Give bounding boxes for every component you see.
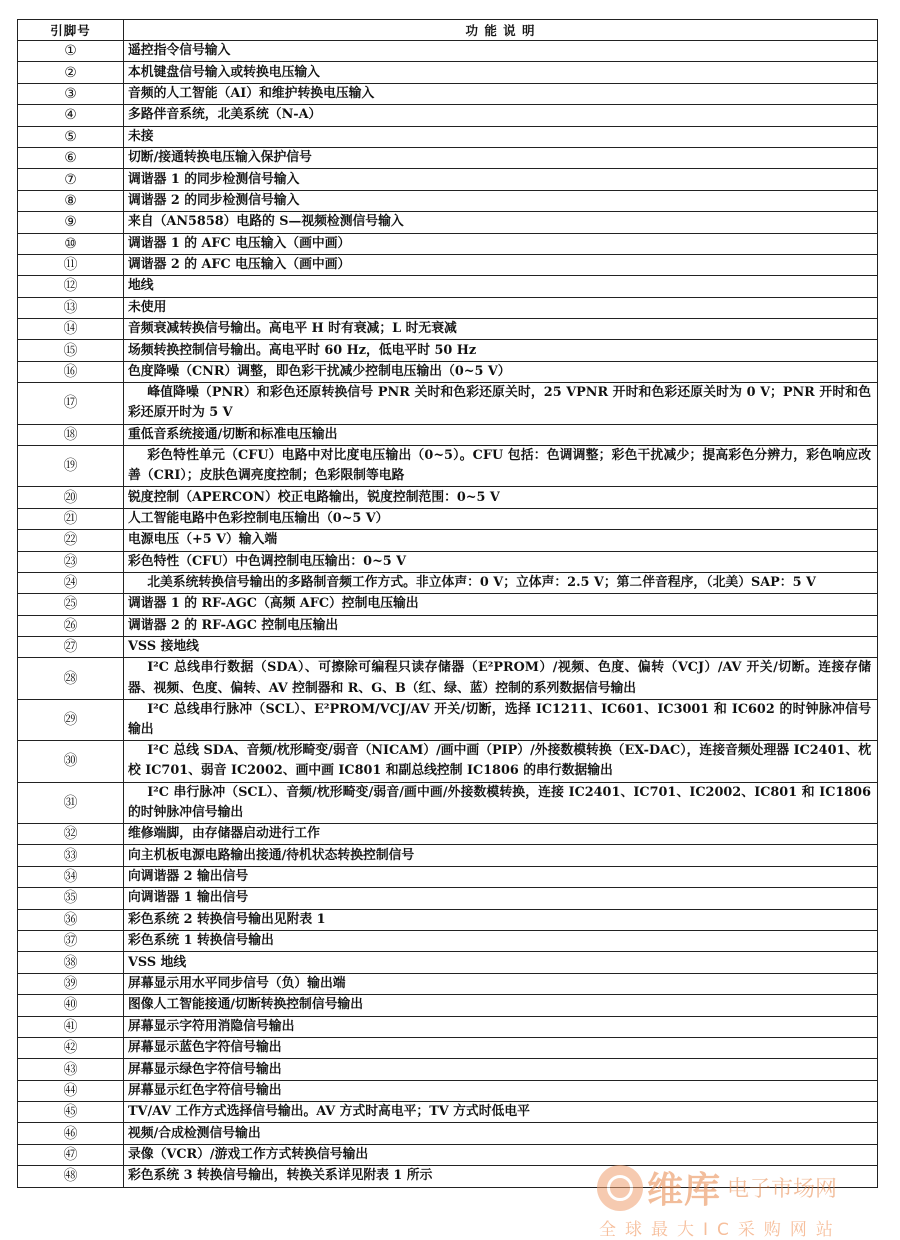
pin-function-description: 录像（VCR）/游戏工作方式转换信号输出 <box>124 1144 878 1165</box>
pin-number: ⑳ <box>18 487 124 508</box>
pin-number: ㉖ <box>18 615 124 636</box>
pin-number: ② <box>18 62 124 83</box>
pin-function-description: 调谐器 1 的 AFC 电压输入（画中画） <box>124 233 878 254</box>
pin-number: ⑬ <box>18 297 124 318</box>
pin-function-description: 遥控指令信号输入 <box>124 41 878 62</box>
pin-function-table <box>17 19 878 1188</box>
watermark-site: 电子市场网 <box>727 1177 838 1202</box>
pin-function-description: 调谐器 1 的 RF-AGC（高频 AFC）控制电压输出 <box>124 594 878 615</box>
table-row <box>18 297 878 318</box>
pin-number: ㉕ <box>18 594 124 615</box>
pin-number: ㉘ <box>18 658 124 699</box>
table-row <box>18 254 878 275</box>
table-row <box>18 508 878 529</box>
header-pin: 引脚号 <box>18 20 124 41</box>
pin-number: ⑲ <box>18 446 124 487</box>
table-row <box>18 1123 878 1144</box>
pin-number: ㉛ <box>18 782 124 823</box>
pin-number: ⑦ <box>18 169 124 190</box>
table-row <box>18 952 878 973</box>
pin-function-description: 重低音系统接通/切断和标准电压输出 <box>124 424 878 445</box>
table-row <box>18 741 878 782</box>
table-row <box>18 782 878 823</box>
pin-function-description: I²C 总线串行数据（SDA）、可擦除可编程只读存储器（E²PROM）/视频、色度、偏转（VCJ）/AV 开关/切断。连接存储器、视频、色度、偏转、AV 控制器和 R、G、B（红、绿、蓝）控制的系列数据信号输出 <box>124 658 878 699</box>
table-row <box>18 276 878 297</box>
table-row <box>18 41 878 62</box>
table-row <box>18 1059 878 1080</box>
pin-number: ㊻ <box>18 1123 124 1144</box>
table-row <box>18 1080 878 1101</box>
table-row <box>18 699 878 740</box>
watermark <box>597 1162 887 1240</box>
table-row <box>18 212 878 233</box>
pin-function-description: 向调谐器 1 输出信号 <box>124 888 878 909</box>
pin-function-description: 调谐器 2 的 RF-AGC 控制电压输出 <box>124 615 878 636</box>
pin-number: ⑫ <box>18 276 124 297</box>
pin-number: ㊷ <box>18 1037 124 1058</box>
table-row <box>18 658 878 699</box>
pin-function-table-container <box>17 19 877 1188</box>
table-row <box>18 361 878 382</box>
pin-number: ⑩ <box>18 233 124 254</box>
pin-number: ⑨ <box>18 212 124 233</box>
pin-function-description: 色度降噪（CNR）调整，即色彩干扰减少控制电压输出（0~5 V） <box>124 361 878 382</box>
pin-function-description: 场频转换控制信号输出。高电平时 60 Hz，低电平时 50 Hz <box>124 340 878 361</box>
table-row <box>18 105 878 126</box>
table-row <box>18 62 878 83</box>
pin-function-description: 向调谐器 2 输出信号 <box>124 866 878 887</box>
pin-function-description: 彩色特性单元（CFU）电路中对比度电压输出（0~5）。CFU 包括：色调调整；彩色干扰减少；提高彩色分辨力，彩色响应改善（CRI）；皮肤色调亮度控制；色彩限制等电路 <box>124 446 878 487</box>
pin-number: ⑮ <box>18 340 124 361</box>
table-row <box>18 1016 878 1037</box>
pin-number: ㉞ <box>18 866 124 887</box>
header-desc: 功 能 说 明 <box>124 20 878 41</box>
pin-function-description: I²C 总线 SDA、音频/枕形畸变/弱音（NICAM）/画中画（PIP）/外接数模转换（EX-DAC），连接音频处理器 IC2401、枕校 IC701、弱音 IC2002、画中画 IC801 和副总线控制 IC1806 的串行数据输出 <box>124 741 878 782</box>
pin-number: ㉗ <box>18 637 124 658</box>
pin-function-description: 本机键盘信号输入或转换电压输入 <box>124 62 878 83</box>
table-row <box>18 1037 878 1058</box>
table-row <box>18 487 878 508</box>
pin-number: ㊲ <box>18 930 124 951</box>
table-row <box>18 530 878 551</box>
pin-function-description: 音频衰减转换信号输出。高电平 H 时有衰减；L 时无衰减 <box>124 319 878 340</box>
watermark-name: 维库 <box>647 1170 722 1211</box>
pin-number: ⑰ <box>18 383 124 424</box>
table-row <box>18 573 878 594</box>
pin-number: ㉓ <box>18 551 124 572</box>
pin-number: ㊴ <box>18 973 124 994</box>
pin-number: ⑯ <box>18 361 124 382</box>
pin-number: ㊼ <box>18 1144 124 1165</box>
pin-number: ㉒ <box>18 530 124 551</box>
pin-function-description: 调谐器 2 的同步检测信号输入 <box>124 190 878 211</box>
pin-function-description: I²C 串行脉冲（SCL）、音频/枕形畸变/弱音/画中画/外接数模转换，连接 IC2401、IC701、IC2002、IC801 和 IC1806 的时钟脉冲信号输出 <box>124 782 878 823</box>
table-row <box>18 126 878 147</box>
pin-function-description: VSS 接地线 <box>124 637 878 658</box>
pin-function-description: 向主机板电源电路输出接通/待机状态转换控制信号 <box>124 845 878 866</box>
pin-function-description: 屏幕显示用水平同步信号（负）输出端 <box>124 973 878 994</box>
pin-number: ⑱ <box>18 424 124 445</box>
pin-function-description: 未接 <box>124 126 878 147</box>
pin-function-description: 人工智能电路中色彩控制电压输出（0~5 V） <box>124 508 878 529</box>
pin-function-description: 屏幕显示绿色字符信号输出 <box>124 1059 878 1080</box>
pin-function-description: 调谐器 2 的 AFC 电压输入（画中画） <box>124 254 878 275</box>
pin-function-description: 未使用 <box>124 297 878 318</box>
pin-number: ㊸ <box>18 1059 124 1080</box>
table-row <box>18 995 878 1016</box>
pin-function-description: 屏幕显示蓝色字符信号输出 <box>124 1037 878 1058</box>
table-header-row <box>18 20 878 41</box>
pin-function-description: 彩色系统 2 转换信号输出见附表 1 <box>124 909 878 930</box>
table-row <box>18 866 878 887</box>
pin-function-description: 地线 <box>124 276 878 297</box>
table-row <box>18 615 878 636</box>
pin-function-description: 调谐器 1 的同步检测信号输入 <box>124 169 878 190</box>
pin-number: ㊵ <box>18 995 124 1016</box>
table-row <box>18 383 878 424</box>
watermark-slogan: 全球最大IC采购网站 <box>599 1220 842 1240</box>
pin-number: ㊹ <box>18 1080 124 1101</box>
table-row <box>18 169 878 190</box>
pin-number: ㊳ <box>18 952 124 973</box>
table-row <box>18 594 878 615</box>
table-row <box>18 637 878 658</box>
pin-number: ㉔ <box>18 573 124 594</box>
table-row <box>18 446 878 487</box>
pin-function-description: 视频/合成检测信号输出 <box>124 1123 878 1144</box>
pin-number: ㉟ <box>18 888 124 909</box>
pin-function-description: 来自（AN5858）电路的 S—视频检测信号输入 <box>124 212 878 233</box>
pin-number: ㊽ <box>18 1166 124 1187</box>
table-body <box>18 41 878 1188</box>
pin-function-description: 音频的人工智能（AI）和维护转换电压输入 <box>124 83 878 104</box>
pin-number: ㉜ <box>18 824 124 845</box>
pin-number: ㊺ <box>18 1102 124 1123</box>
pin-function-description: 彩色特性（CFU）中色调控制电压输出：0~5 V <box>124 551 878 572</box>
pin-function-description: 锐度控制（APERCON）校正电路输出，锐度控制范围：0~5 V <box>124 487 878 508</box>
pin-function-description: 彩色系统 1 转换信号输出 <box>124 930 878 951</box>
table-row <box>18 888 878 909</box>
pin-number: ㉚ <box>18 741 124 782</box>
pin-function-description: 维修端脚，由存储器启动进行工作 <box>124 824 878 845</box>
table-row <box>18 424 878 445</box>
pin-function-description: 图像人工智能接通/切断转换控制信号输出 <box>124 995 878 1016</box>
pin-function-description: 北美系统转换信号输出的多路制音频工作方式。非立体声：0 V；立体声：2.5 V；第二伴音程序，（北美）SAP：5 V <box>124 573 878 594</box>
table-row <box>18 909 878 930</box>
pin-function-description: 屏幕显示红色字符信号输出 <box>124 1080 878 1101</box>
pin-function-description: TV/AV 工作方式选择信号输出。AV 方式时高电平；TV 方式时低电平 <box>124 1102 878 1123</box>
pin-number: ③ <box>18 83 124 104</box>
table-row <box>18 973 878 994</box>
pin-number: ㉙ <box>18 699 124 740</box>
table-row <box>18 83 878 104</box>
pin-function-description: 彩色系统 3 转换信号输出，转换关系详见附表 1 所示 <box>124 1166 878 1187</box>
pin-number: ㊶ <box>18 1016 124 1037</box>
table-row <box>18 930 878 951</box>
table-row <box>18 190 878 211</box>
table-row <box>18 824 878 845</box>
pin-number: ④ <box>18 105 124 126</box>
pin-function-description: 电源电压（+5 V）输入端 <box>124 530 878 551</box>
watermark-logo-icon <box>597 1165 643 1211</box>
table-row <box>18 319 878 340</box>
pin-number: ⑭ <box>18 319 124 340</box>
table-row <box>18 340 878 361</box>
table-row <box>18 845 878 866</box>
table-row <box>18 1102 878 1123</box>
pin-number: ⑧ <box>18 190 124 211</box>
table-row <box>18 233 878 254</box>
pin-function-description: I²C 总线串行脉冲（SCL）、E²PROM/VCJ/AV 开关/切断，选择 IC1211、IC601、IC3001 和 IC602 的时钟脉冲信号输出 <box>124 699 878 740</box>
pin-number: ⑥ <box>18 147 124 168</box>
table-row <box>18 551 878 572</box>
pin-number: ㉑ <box>18 508 124 529</box>
pin-number: ⑪ <box>18 254 124 275</box>
pin-function-description: 切断/接通转换电压输入保护信号 <box>124 147 878 168</box>
pin-function-description: VSS 地线 <box>124 952 878 973</box>
pin-function-description: 峰值降噪（PNR）和彩色还原转换信号 PNR 关时和色彩还原关时，25 VPNR 开时和色彩还原关时为 0 V；PNR 开时和色彩还原开时为 5 V <box>124 383 878 424</box>
pin-number: ㉝ <box>18 845 124 866</box>
pin-number: ㊱ <box>18 909 124 930</box>
table-row <box>18 147 878 168</box>
pin-number: ① <box>18 41 124 62</box>
pin-function-description: 屏幕显示字符用消隐信号输出 <box>124 1016 878 1037</box>
pin-function-description: 多路伴音系统，北美系统（N-A） <box>124 105 878 126</box>
pin-number: ⑤ <box>18 126 124 147</box>
